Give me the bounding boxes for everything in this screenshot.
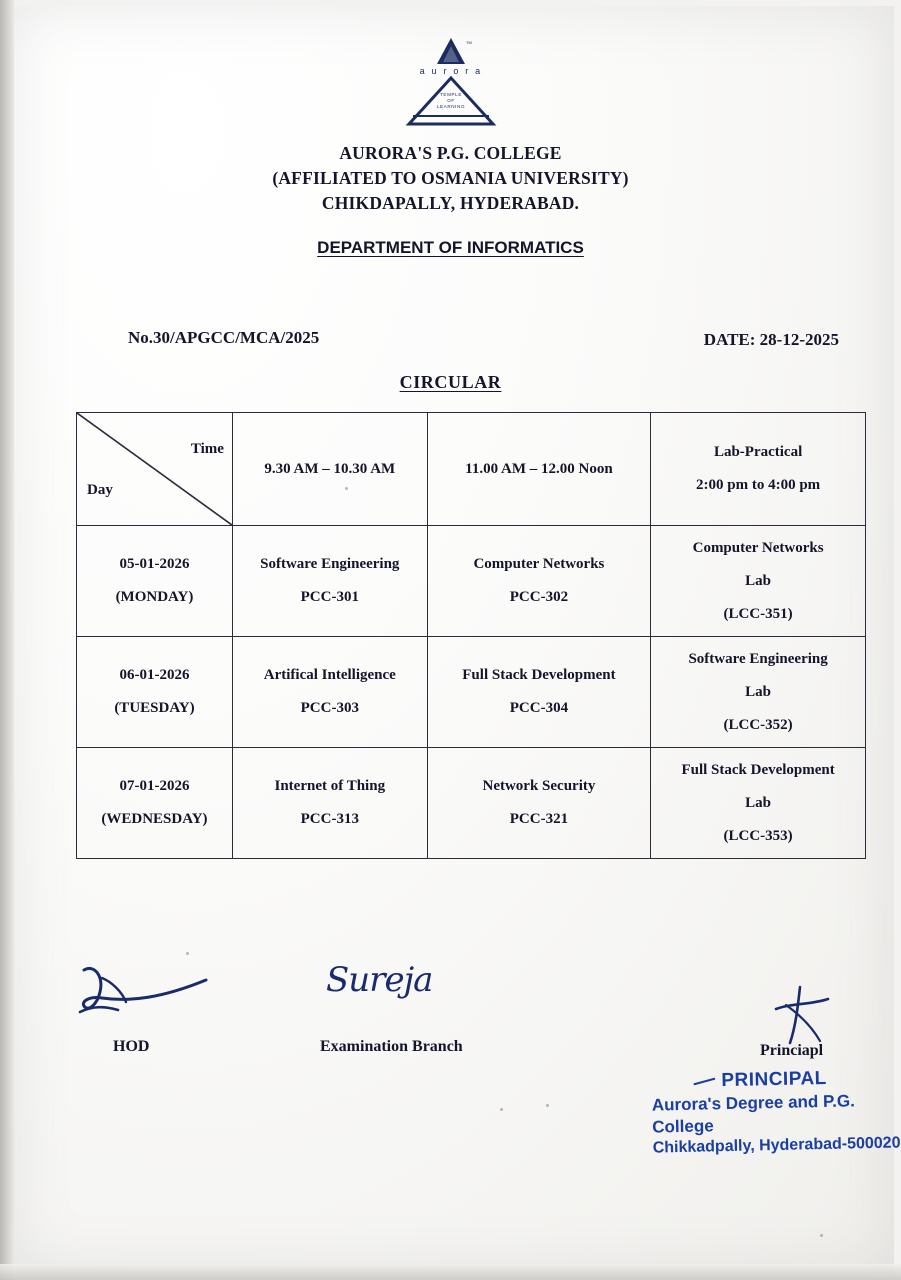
- circular-title-wrap: [0, 372, 901, 393]
- svg-text:a u r o r a: a u r o r a: [419, 66, 482, 76]
- department-label: DEPARTMENT OF INFORMATICS: [317, 238, 584, 257]
- svg-text:LEARNING: LEARNING: [436, 104, 465, 109]
- slot3-header: [651, 413, 866, 526]
- row-date: 07-01-2026: [119, 778, 190, 794]
- lab-practical-label: Lab-Practical: [713, 444, 803, 460]
- row-day: (WEDNESDAY): [101, 811, 208, 827]
- principal-signature-mark: [770, 985, 840, 1045]
- college-name: AURORA'S P.G. COLLEGE: [339, 143, 562, 163]
- row-date: 05-01-2026: [119, 556, 190, 572]
- lab-word: Lab: [745, 683, 772, 700]
- exam-branch-signature-mark: Sureja: [326, 960, 433, 1000]
- subject-code: PCC-321: [509, 811, 569, 827]
- row-slot1-cell: [232, 526, 427, 637]
- lab-code: (LCC-352): [723, 716, 793, 733]
- page-bottom-edge-shadow: [0, 1264, 901, 1280]
- paper-speck: [345, 487, 348, 490]
- slot1-header: 9.30 AM – 10.30 AM: [232, 413, 427, 526]
- subject-code: PCC-304: [509, 700, 569, 716]
- college-heading: [0, 141, 901, 216]
- college-logo-wrap: [0, 34, 901, 131]
- row-lab-cell: [651, 748, 866, 859]
- row-date-cell: [77, 748, 233, 859]
- subject-code: PCC-313: [300, 811, 359, 827]
- row-slot1-cell: [232, 748, 427, 859]
- row-slot1-cell: [232, 637, 427, 748]
- row-lab-cell: [651, 526, 866, 637]
- row-lab-cell: [651, 637, 866, 748]
- college-affiliation: (AFFILIATED TO OSMANIA UNIVERSITY): [272, 167, 629, 188]
- subject-name: Software Engineering: [260, 556, 400, 572]
- stamp-line-3: Chikkadpally, Hyderabad-500020: [652, 1134, 901, 1157]
- table-row: [77, 637, 866, 748]
- row-date: 06-01-2026: [119, 667, 190, 683]
- row-day: (MONDAY): [115, 589, 194, 605]
- lab-word: Lab: [745, 572, 772, 589]
- svg-text:OF: OF: [446, 98, 455, 103]
- lab-practical-time: 2:00 pm to 4:00 pm: [696, 477, 821, 493]
- hod-label: HOD: [113, 1038, 150, 1055]
- lab-code: (LCC-353): [723, 827, 793, 844]
- paper-speck: [500, 1108, 503, 1111]
- slot2-header: 11.00 AM – 12.00 Noon: [427, 413, 651, 526]
- college-address: CHIKDAPALLY, HYDERABAD.: [321, 192, 580, 213]
- stamp-line-2: Aurora's Degree and P.G. College: [651, 1091, 856, 1137]
- subject-name: Computer Networks: [473, 556, 605, 572]
- day-axis-label: Day: [87, 482, 113, 498]
- document-date: DATE: 28-12-2025: [703, 330, 839, 349]
- row-slot2-cell: [427, 526, 651, 637]
- subject-name: Internet of Thing: [274, 778, 386, 794]
- time-axis-label: Time: [190, 441, 224, 457]
- lab-subject-name: Full Stack Development: [681, 761, 835, 778]
- subject-name: Artifical Intelligence: [263, 667, 396, 683]
- table-row: [77, 748, 866, 859]
- hod-signature-mark: [78, 962, 228, 1022]
- diagonal-divider-icon: [77, 413, 232, 525]
- paper-speck: [546, 1104, 549, 1107]
- subject-name: Network Security: [482, 778, 596, 794]
- aurora-logo-icon: [397, 34, 505, 126]
- row-slot2-cell: [427, 748, 651, 859]
- table-header-row: [77, 413, 866, 526]
- principal-stamp: [651, 1065, 901, 1158]
- paper-speck: [820, 1234, 823, 1237]
- subject-code: PCC-302: [509, 589, 569, 605]
- lab-code: (LCC-351): [723, 605, 793, 622]
- row-slot2-cell: [427, 637, 651, 748]
- exam-timetable: [76, 412, 866, 859]
- svg-text:TEMPLE: TEMPLE: [439, 92, 462, 97]
- subject-code: PCC-301: [300, 589, 359, 605]
- lab-subject-name: Computer Networks: [692, 539, 824, 556]
- principal-label: Princiapl: [760, 1042, 824, 1059]
- circular-title: CIRCULAR: [399, 372, 502, 392]
- row-date-cell: [77, 637, 233, 748]
- lab-subject-name: Software Engineering: [688, 650, 828, 667]
- subject-code: PCC-303: [300, 700, 359, 716]
- svg-text:TM: TM: [465, 40, 472, 45]
- row-date-cell: [77, 526, 233, 637]
- row-day: (TUESDAY): [114, 700, 195, 716]
- stamp-line-1: PRINCIPAL: [721, 1067, 828, 1092]
- department-heading: [0, 238, 901, 258]
- reference-number: No.30/APGCC/MCA/2025: [128, 328, 320, 347]
- paper-speck: [186, 952, 189, 955]
- examination-branch-label: Examination Branch: [320, 1038, 463, 1055]
- subject-name: Full Stack Development: [462, 667, 616, 683]
- lab-word: Lab: [745, 794, 772, 811]
- corner-header-cell: [77, 413, 233, 526]
- table-row: [77, 526, 866, 637]
